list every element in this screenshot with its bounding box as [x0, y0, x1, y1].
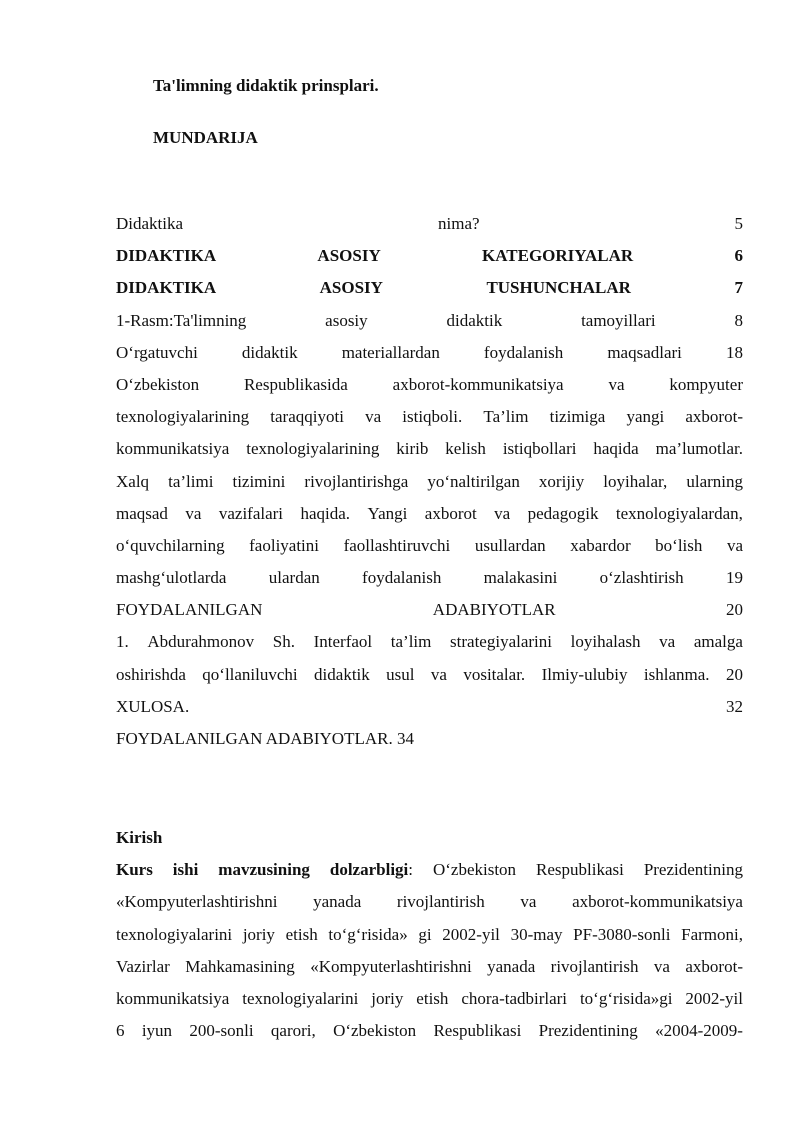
toc-word: DIDAKTIKA: [116, 278, 217, 298]
toc-entry-line: oshirishda qo‘llaniluvchi didaktik usul va vositalar. Ilmiy-ulubiy ishlanma. 20: [116, 664, 743, 684]
toc-word: FOYDALANILGAN: [116, 600, 263, 620]
toc-page-number: 20: [725, 600, 743, 620]
toc-entry-line: maqsad va vazifalari haqida. Yangi axborot va pedagogik texnologiyalardan,: [116, 503, 743, 523]
toc-word: didaktik: [241, 342, 298, 362]
toc-entry[interactable]: [116, 208, 743, 240]
toc-word: didaktik: [446, 310, 503, 330]
lead-word: O‘zbekiston: [432, 860, 517, 880]
toc-word: KATEGORIYALAR: [482, 246, 634, 266]
table-of-contents: [116, 208, 743, 755]
toc-entry[interactable]: [116, 337, 743, 369]
toc-entry-last[interactable]: FOYDALANILGAN ADABIYOTLAR. 34: [116, 729, 414, 748]
lead-word: Respublikasi: [536, 860, 624, 880]
toc-word: O‘rgatuvchi: [116, 342, 198, 362]
toc-page-number: 5: [734, 214, 743, 233]
intro-text-line: kommunikatsiya texnologiyalarini joriy etish chora-tadbirlari to‘g‘risida»gi 2002-yil: [116, 988, 743, 1008]
toc-word: maqsadlari: [607, 342, 682, 362]
toc-word: ADABIYOTLAR: [432, 600, 556, 620]
contents-heading: MUNDARIJA: [153, 128, 258, 147]
toc-entry[interactable]: [116, 240, 743, 272]
toc-word: nima?: [438, 214, 480, 233]
toc-page-number: 18: [725, 342, 743, 362]
toc-page-number: 8: [734, 310, 743, 330]
toc-word: ASOSIY: [319, 278, 383, 298]
toc-word: TUSHUNCHALAR: [486, 278, 631, 298]
lead-bold-word: ishi: [172, 860, 199, 880]
toc-entry-line: mashg‘ulotlarda ulardan foydalanish malakasini o‘zlashtirish 19: [116, 568, 743, 588]
toc-entry-line: 1. Abdurahmonov Sh. Interfaol ta’lim strategiyalarini loyihalash va amalga: [116, 632, 743, 652]
toc-entry-line: texnologiyalarining taraqqiyoti va istiqboli. Ta’lim tizimiga yangi axborot-: [116, 407, 743, 427]
introduction-section: [116, 822, 743, 1047]
toc-entry-line: Xalq ta’limi tizimini rivojlantirishga yo‘naltirilgan xorijiy loyihalar, ularning: [116, 471, 743, 491]
toc-word: ASOSIY: [317, 246, 381, 266]
toc-entry[interactable]: [116, 272, 743, 304]
toc-word: DIDAKTIKA: [116, 246, 217, 266]
toc-word: XULOSA.: [116, 696, 190, 716]
toc-word: Didaktika: [116, 214, 184, 233]
toc-word: foydalanish: [483, 342, 564, 362]
toc-word: asosiy: [325, 310, 368, 330]
toc-word: 1-Rasm:Ta'limning: [116, 310, 247, 330]
toc-entry[interactable]: [116, 594, 743, 626]
toc-entry[interactable]: [116, 691, 743, 723]
intro-text-line: 6 iyun 200-sonli qarori, O‘zbekiston Respublikasi Prezidentining «2004-2009-: [116, 1021, 743, 1041]
toc-word: materiallardan: [341, 342, 440, 362]
lead-bold-word: mavzusining: [218, 860, 310, 880]
section-heading: Kirish: [116, 828, 163, 847]
toc-page-number: 6: [734, 246, 743, 266]
lead-word: Prezidentining: [643, 860, 743, 880]
toc-page-number: 32: [726, 696, 743, 716]
intro-lead-line: [116, 854, 743, 886]
toc-word: tamoyillari: [581, 310, 656, 330]
intro-text-line: texnologiyalarini joriy etish to‘g‘risida» gi 2002-yil 30-may PF-3080-sonli Farmoni,: [116, 924, 743, 944]
toc-entry-line: O‘zbekiston Respublikasida axborot-kommunikatsiya va kompyuter: [116, 374, 743, 394]
toc-entry-line: kommunikatsiya texnologiyalarining kirib kelish istiqbollari haqida ma’lumotlar.: [116, 439, 743, 459]
toc-entry-line: o‘quvchilarning faoliyatini faollashtiruvchi usullardan xabardor bo‘lish va: [116, 535, 743, 555]
lead-bold-word: Kurs: [116, 860, 153, 880]
toc-entry[interactable]: [116, 305, 743, 337]
intro-text-line: Vazirlar Mahkamasining «Kompyuterlashtirishni yanada rivojlantirish va axborot-: [116, 956, 743, 976]
document-title: Ta'limning didaktik prinsplari.: [153, 76, 379, 95]
intro-text-line: «Kompyuterlashtirishni yanada rivojlantirish va axborot-kommunikatsiya: [116, 892, 743, 912]
toc-page-number: 7: [734, 278, 743, 298]
lead-bold-end: dolzarbligi:: [329, 860, 414, 880]
